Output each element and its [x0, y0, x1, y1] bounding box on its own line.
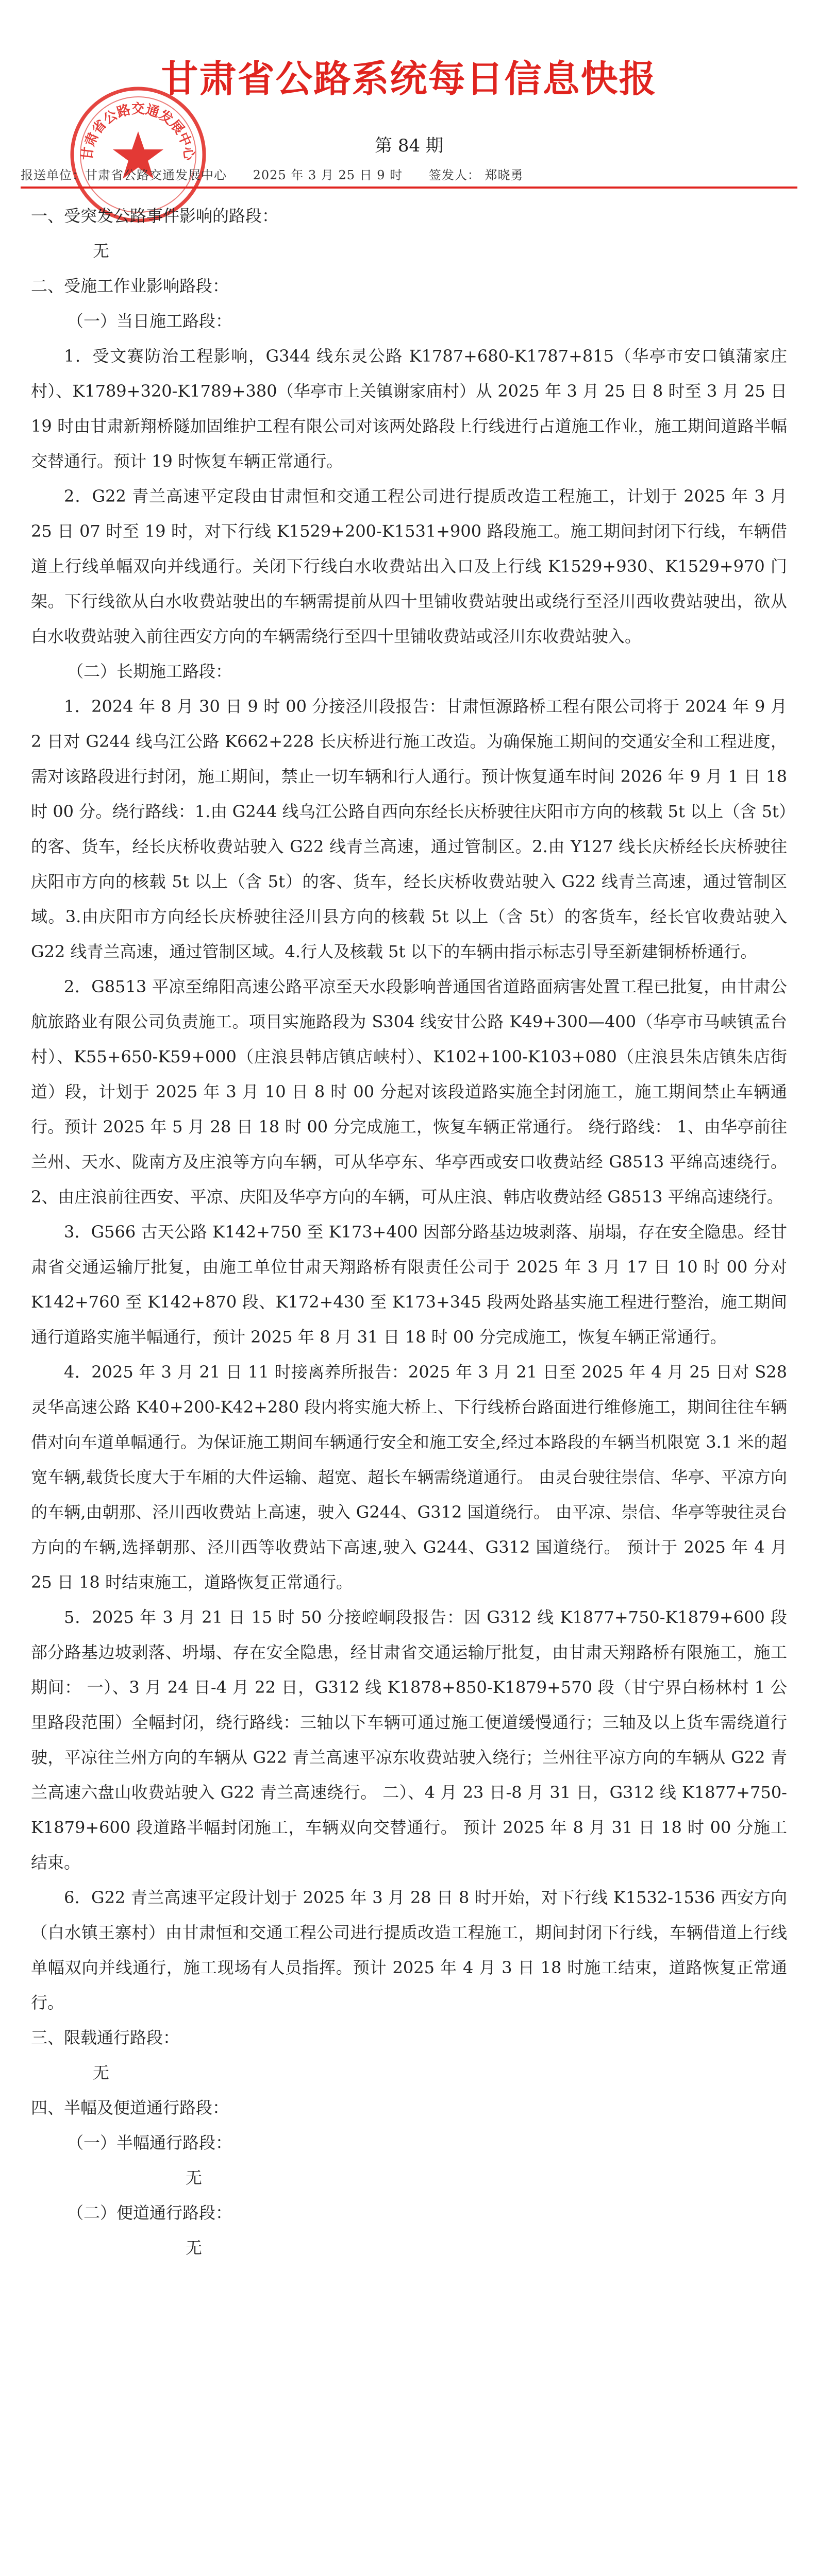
section-heading: 三、限载通行路段：: [31, 2028, 180, 2047]
header-divider: [21, 187, 797, 189]
content-paragraph: 2．G22 青兰高速平定段由甘肃恒和交通工程公司进行提质改造工程施工，计划于 2025 年 3 月 25 日 07 时至 19 时，对下行线 K1529+200-K1531+900 路段施工。施工期间封闭下行线，车辆借道上行线单幅双向并线通行。关闭下行线白水收费站出入口及上行线 K1529+930、K1529+970 门架。下行线欲从白水收费站驶出的车辆需提前从四十里铺收费站驶出或绕行至泾川西收费站驶出，欲从白水收费站驶入前往西安方向的车辆需绕行至四十里铺收费站或泾川东收费站驶入。: [31, 486, 787, 646]
none-text: 无: [186, 2238, 203, 2258]
content-paragraph: 1．2024 年 8 月 30 日 9 时 00 分接泾川段报告：甘肃恒源路桥工程有限公司将于 2024 年 9 月 2 日对 G244 线乌江公路 K662+228 长庆桥进行施工改造。为确保施工期间的交通安全和工程进度，需对该路段进行封闭，施工期间，禁止一切车辆和行人通行。预计恢复通车时间 2026 年 9 月 1 日 18 时 00 分。绕行路线：1.由 G244 线乌江公路自西向东经长庆桥驶往庆阳市方向的核载 5t 以上（含 5t）的客、货车，经长庆桥收费站驶入 G22 线青兰高速，通过管制区。2.由 Y127 线长庆桥经长庆桥驶往庆阳市方向的核载 5t 以上（含 5t）的客、货车，经长庆桥收费站驶入 G22 线青兰高速，通过管制区域。3.由庆阳市方向经长庆桥驶往泾川县方向的核载 5t 以上（含 5t）的客货车，经长官收费站驶入 G22 线青兰高速，通过管制区域。4.行人及核载 5t 以下的车辆由指示标志引导至新建铜桥桥通行。: [31, 697, 787, 961]
section-heading: 一、受突发公路事件影响的路段：: [31, 206, 279, 226]
signer: 签发人： 郑晓勇: [428, 168, 524, 182]
none-text: 无: [186, 2168, 203, 2188]
content-paragraph: 1．受文赛防治工程影响，G344 线东灵公路 K1787+680-K1787+815（华亭市安口镇蒲家庄村）、K1789+320-K1789+380（华亭市上关镇谢家庙村）从 2025 年 3 月 25 日 8 时至 3 月 25 日 19 时由甘肃新翔桥隧加固维护工程有限公司对该两处路段上行线进行占道施工作业，施工期间道路半幅交替通行。预计 19 时恢复车辆正常通行。: [31, 346, 787, 471]
reporting-unit: 报送单位：甘肃省公路交通发展中心: [21, 168, 227, 182]
subsection-heading: （二）长期施工路段：: [67, 662, 232, 681]
none-text: 无: [93, 241, 110, 261]
bulletin-body: [31, 198, 787, 2265]
bulletin-meta: [21, 165, 797, 183]
content-paragraph: 4．2025 年 3 月 21 日 11 时接离养所报告：2025 年 3 月 21 日至 2025 年 4 月 25 日对 S28 灵华高速公路 K40+200-K42+280 段内将实施大桥上、下行线桥台路面进行维修施工，期间往往车辆借对向车道单幅通行。为保证施工期间车辆通行安全和施工安全,经过本路段的车辆当机限宽 3.1 米的超宽车辆,载货长度大于车厢的大件运输、超宽、超长车辆需绕道通行。 由灵台驶往崇信、华亭、平凉方向的车辆,由朝那、泾川西收费站上高速，驶入 G244、G312 国道绕行。 由平凉、崇信、华亭等驶往灵台方向的车辆,选择朝那、泾川西等收费站下高速,驶入 G244、G312 国道绕行。 预计于 2025 年 4 月 25 日 18 时结束施工，道路恢复正常通行。: [31, 1362, 787, 1592]
none-text: 无: [93, 2063, 110, 2082]
bulletin-title: 甘肃省公路系统每日信息快报: [161, 57, 657, 100]
subsection-heading: （二）便道通行路段：: [67, 2203, 232, 2223]
subsection-heading: （一）当日施工路段：: [67, 311, 232, 331]
content-paragraph: 5．2025 年 3 月 21 日 15 时 50 分接崆峒段报告：因 G312 线 K1877+750-K1879+600 段部分路基边坡剥落、坍塌、存在安全隐患，经甘肃省交通运输厅批复，由甘肃天翔路桥有限施工，施工期间： 一）、3 月 24 日-4 月 22 日，G312 线 K1878+850-K1879+570 段（甘宁界白杨林村 1 公里路段范围）全幅封闭，绕行路线：三轴以下车辆可通过施工便道缓慢通行；三轴及以上货车需绕道行驶，平凉往兰州方向的车辆从 G22 青兰高速平凉东收费站驶入绕行；兰州往平凉方向的车辆从 G22 青兰高速六盘山收费站驶入 G22 青兰高速绕行。 二）、4 月 23 日-8 月 31 日，G312 线 K1877+750-K1879+600 段道路半幅封闭施工，车辆双向交替通行。 预计 2025 年 8 月 31 日 18 时 00 分施工结束。: [31, 1607, 787, 1872]
content-paragraph: 3．G566 古天公路 K142+750 至 K173+400 因部分路基边坡剥落、崩塌，存在安全隐患。经甘肃省交通运输厅批复，由施工单位甘肃天翔路桥有限责任公司于 2025 年 3 月 17 日 10 时 00 分对 K142+760 至 K142+870 段、K172+430 至 K173+345 段两处路基实施工程进行整治，施工期间通行道路实施半幅通行，预计 2025 年 8 月 31 日 18 时 00 分完成施工，恢复车辆正常通行。: [31, 1222, 787, 1347]
section-heading: 二、受施工作业影响路段：: [31, 276, 229, 296]
content-paragraph: 2．G8513 平凉至绵阳高速公路平凉至天水段影响普通国省道路面病害处置工程已批复，由甘肃公航旅路业有限公司负责施工。项目实施路段为 S304 线安甘公路 K49+300—400（华亭市马峡镇孟台村）、K55+650-K59+000（庄浪县韩店镇店峡村）、K102+100-K103+080（庄浪县朱店镇朱店街道）段，计划于 2025 年 3 月 10 日 8 时 00 分起对该段道路实施全封闭施工，施工期间禁止车辆通行。预计 2025 年 5 月 28 日 18 时 00 分完成施工，恢复车辆正常通行。 绕行路线： 1、由华亭前往兰州、天水、陇南方及庄浪等方向车辆，可从华亭东、华亭西或安口收费站经 G8513 平绵高速绕行。 2、由庄浪前往西安、平凉、庆阳及华亭方向的车辆，可从庄浪、韩店收费站经 G8513 平绵高速绕行。: [31, 977, 787, 1207]
issue-number: 第 84 期: [375, 135, 443, 156]
report-date: 2025 年 3 月 25 日 9 时: [253, 168, 403, 182]
subsection-heading: （一）半幅通行路段：: [67, 2133, 232, 2153]
section-heading: 四、半幅及便道通行路段：: [31, 2098, 229, 2117]
content-paragraph: 6．G22 青兰高速平定段计划于 2025 年 3 月 28 日 8 时开始，对下行线 K1532-1536 西安方向（白水镇王寨村）由甘肃恒和交通工程公司进行提质改造工程施工，期间封闭下行线，车辆借道上行线单幅双向并线通行，施工现场有人员指挥。预计 2025 年 4 月 3 日 18 时施工结束，道路恢复正常通行。: [31, 1888, 787, 2012]
svg-text:甘肃省公路交通发展中心: 甘肃省公路交通发展中心: [79, 101, 197, 161]
